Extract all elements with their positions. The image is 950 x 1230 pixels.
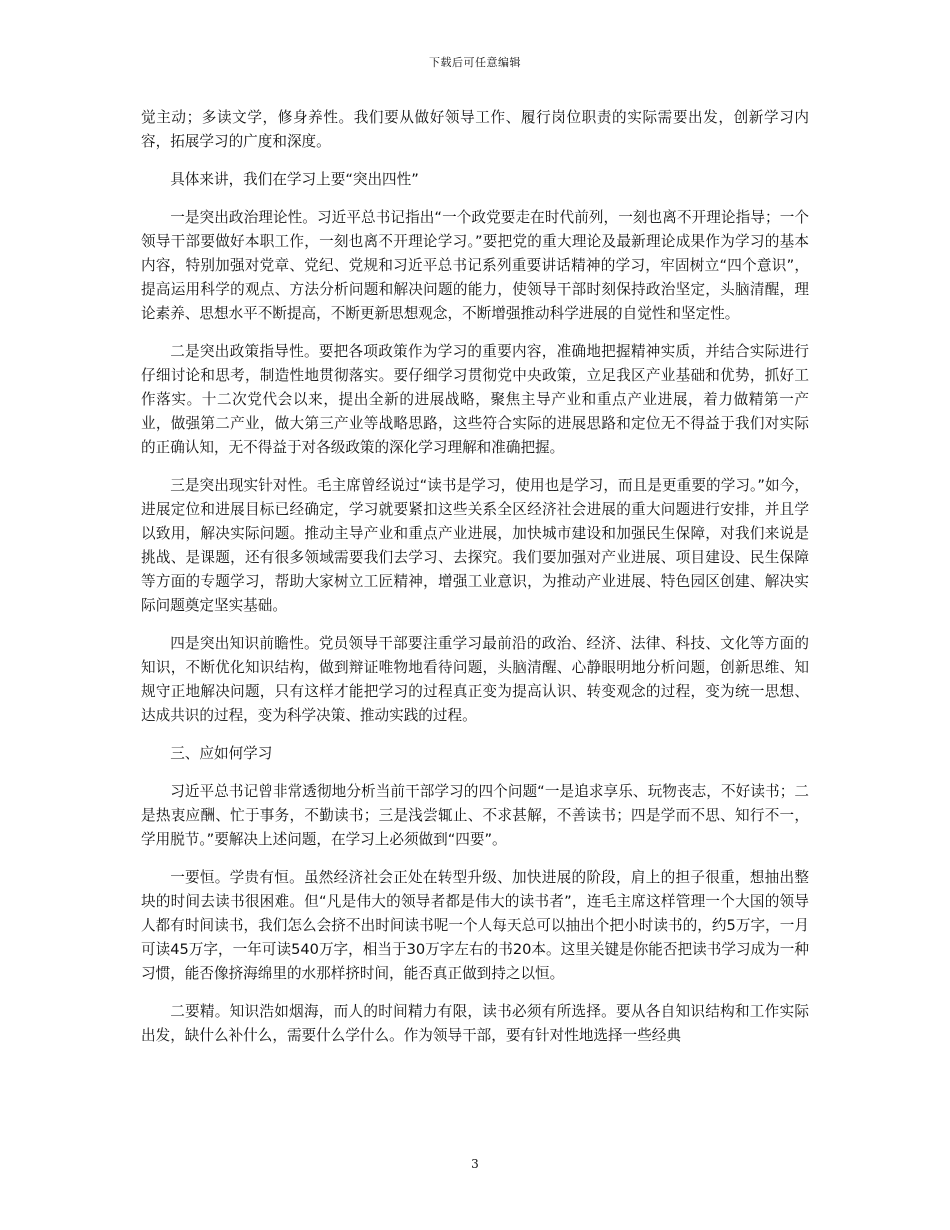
section-heading: 三、应如何学习 xyxy=(170,745,273,762)
page-number: 3 xyxy=(471,1157,479,1171)
paragraph-4: 二是突出政策指导性。要把各项政策作为学习的重要内容，准确地把握精神实质，并结合实际进行仔细讨论和思考，制造性地贯彻落实。要仔细学习贯彻党中央政策，立足我区产业基础和优势，抓好工作落实。十二次党代会以来，提出全新的进展战略，聚焦主导产业和重点产业进展，着力做精第一产业，做强第二产业，做大第三产业等战略思路，这些符合实际的进展思路和定位无不得益于我们对实际的正确认知，无不得益于对各级政策的深化学习理解和准确把握。 xyxy=(141,343,809,456)
page-header: 下载后可任意编辑 xyxy=(429,56,521,69)
paragraph-3: 一是突出政治理论性。习近平总书记指出“一个政党要走在时代前列，一刻也离不开理论指导；一个领导干部要做好本职工作，一刻也离不开理论学习。”要把党的重大理论及最新理论成果作为学习的基本内容，特别加强对党章、党纪、党规和习近平总书记系列重要讲话精神的学习，牢固树立“四个意识”，提高运用科学的观点、方法分析问题和解决问题的能力，使领导干部时刻保持政治坚定，头脑清醒，理论素养、思想水平不断提高，不断更新思想观念，不断增强推动科学进展的自觉性和坚定性。 xyxy=(141,209,809,322)
paragraph-2: 具体来讲，我们在学习上要“突出四性” xyxy=(170,171,419,188)
paragraph-5: 三是突出现实针对性。毛主席曾经说过“读书是学习，使用也是学习，而且是更重要的学习。”如今，进展定位和进展目标已经确定，学习就要紧扣这些关系全区经济社会进展的重大问题进行安排，并且学以致用，解决实际问题。推动主导产业和重点产业进展，加快城市建设和加强民生保障，对我们来说是挑战、是课题，还有很多领域需要我们去学习、去探究。我们要加强对产业进展、项目建设、民生保障等方面的专题学习，帮助大家树立工匠精神，增强工业意识，为推动产业进展、特色园区创建、解决实际问题奠定坚实基础。 xyxy=(141,477,809,614)
paragraph-6: 四是突出知识前瞻性。党员领导干部要注重学习最前沿的政治、经济、法律、科技、文化等方面的知识，不断优化知识结构，做到辩证唯物地看待问题，头脑清醒、心静眼明地分析问题，创新思维、知规守正地解决问题，只有这样才能把学习的过程真正变为提高认识、转变观念的过程，变为统一思想、达成共识的过程，变为科学决策、推动实践的过程。 xyxy=(141,635,809,724)
document-body xyxy=(141,106,809,1062)
paragraph-1: 觉主动；多读文学，修身养性。我们要从做好领导工作、履行岗位职责的实际需要出发，创新学习内容，拓展学习的广度和深度。 xyxy=(141,109,809,150)
paragraph-9: 二要精。知识浩如烟海，而人的时间精力有限，读书必须有所选择。要从各自知识结构和工作实际出发，缺什么补什么，需要什么学什么。作为领导干部，要有针对性地选择一些经典 xyxy=(141,1003,809,1044)
paragraph-7: 习近平总书记曾非常透彻地分析当前干部学习的四个问题“一是追求享乐、玩物丧志，不好读书；二是热衷应酬、忙于事务，不勤读书；三是浅尝辄止、不求甚解，不善读书；四是学而不思、知行不一，学用脱节。”要解决上述问题，在学习上必须做到“四要”。 xyxy=(141,783,809,848)
paragraph-8: 一要恒。学贵有恒。虽然经济社会正处在转型升级、加快进展的阶段，肩上的担子很重，想抽出整块的时间去读书很困难。但“凡是伟大的领导者都是伟大的读书者”，连毛主席这样管理一个大国的领导人都有时间读书，我们怎么会挤不出时间读书呢一个人每天总可以抽出个把小时读书的，约5万字，一月可读45万字，一年可读540万字，相当于30万字左右的书20本。这里关键是你能否把读书学习成为一种习惯，能否像挤海绵里的水那样挤时间，能否真正做到持之以恒。 xyxy=(141,869,809,982)
